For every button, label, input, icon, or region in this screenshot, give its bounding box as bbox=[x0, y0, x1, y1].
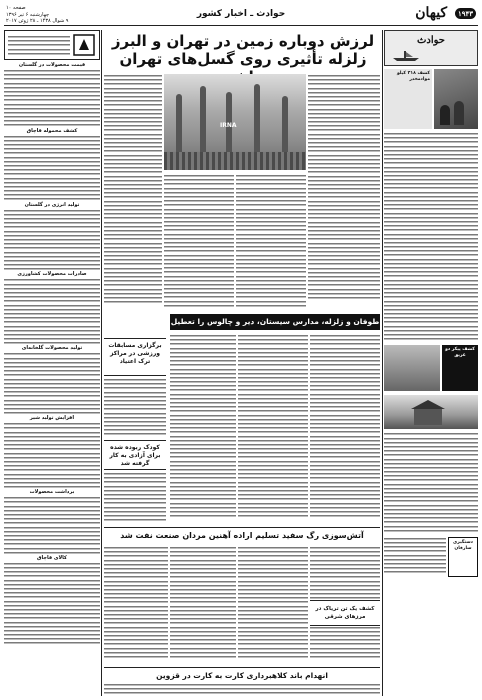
sidebar-caption-3: دستگیری سارقان bbox=[448, 537, 478, 577]
kayhan-logo-icon bbox=[73, 34, 95, 56]
left-head-6[interactable]: برداشت محصولات bbox=[29, 489, 75, 496]
logo-text: کیهان bbox=[415, 5, 448, 21]
page-label: صفحه ۱۰ bbox=[6, 5, 26, 11]
article-column-c bbox=[164, 174, 234, 312]
article-column-b bbox=[236, 174, 306, 312]
article-column-d bbox=[104, 74, 162, 312]
left-text-6 bbox=[4, 422, 100, 489]
flood-article-col-3 bbox=[170, 334, 236, 524]
main-headline-line-2: زلزله تأثیری روی گسل‌های تهران bbox=[119, 50, 367, 68]
left-column-logo-box bbox=[4, 30, 100, 60]
fire-article-col-3 bbox=[170, 546, 236, 664]
sidebar-photo-row-2 bbox=[384, 345, 478, 391]
left-text-4 bbox=[4, 278, 100, 345]
opium-box-title: کشف یک تن تریاک در مرزهای شرقی bbox=[315, 606, 375, 620]
left-head-1[interactable]: کشف محموله قاچاق bbox=[26, 127, 78, 134]
sidebar-caption-2: کشف پیکر دو غریق bbox=[442, 345, 478, 391]
qazvin-headline[interactable]: انهدام باند کلاهبرداری کارت به کارت در قزوین bbox=[156, 671, 328, 680]
left-head-5[interactable]: افزایش تولید شیر bbox=[29, 415, 75, 422]
left-text-1 bbox=[4, 69, 100, 128]
left-text-3 bbox=[4, 209, 100, 272]
date-line-2: ۹ شوال ۱۴۳۸ ـ ۲۸ ژوئن ۲۰۱۷ bbox=[6, 18, 69, 24]
right-sidebar bbox=[384, 30, 478, 696]
flood-article-col-2 bbox=[238, 334, 308, 524]
kids-box-text bbox=[104, 472, 166, 524]
section-title: حوادث ـ اخبار کشور bbox=[196, 9, 286, 19]
kids-box-title: کودک ربوده شده برای آزادی به کار گرفته شد bbox=[109, 444, 161, 467]
kids-box[interactable] bbox=[104, 440, 166, 470]
sidebar-text-2 bbox=[384, 432, 478, 533]
left-text-2 bbox=[4, 135, 100, 202]
left-text-8 bbox=[4, 562, 100, 646]
drugs-box-text bbox=[104, 378, 166, 438]
main-headline-line-1: لرزش دوباره زمین در تهران و البرز bbox=[111, 32, 375, 50]
date-line-1: چهارشنبه ۶ تیر ۱۳۹۶ bbox=[6, 11, 50, 18]
flood-headline-text: طوفان و زلزله، مدارس سیستان، دیر و چالوس را تعطیل bbox=[170, 317, 380, 326]
fire-rule-top bbox=[104, 527, 380, 528]
sidebar-title-block bbox=[384, 30, 478, 66]
left-column-title[interactable]: قیمت محصولات در گلستان bbox=[18, 62, 86, 68]
left-text-7 bbox=[4, 496, 100, 555]
sidebar-bottom-row bbox=[384, 537, 478, 577]
opium-box[interactable] bbox=[310, 600, 380, 626]
sidebar-header: حوادث bbox=[417, 35, 445, 46]
drugs-box[interactable] bbox=[104, 338, 166, 376]
masthead bbox=[4, 4, 478, 26]
fire-article-col-4 bbox=[104, 546, 168, 664]
flood-article-col-1 bbox=[310, 334, 380, 524]
drugs-box-title: برگزاری مسابقات ورزشی در مراکز ترک اعتیاد bbox=[108, 342, 162, 365]
left-head-7[interactable]: کالای قاچاق bbox=[37, 554, 67, 561]
fire-headline[interactable]: آتش‌سوزی رگ سفید تسلیم اراده آهنین مردان صنعت نفت شد bbox=[120, 531, 364, 540]
issue-info bbox=[6, 5, 68, 25]
sidebar-text-3 bbox=[384, 537, 446, 577]
column-rule-right bbox=[382, 30, 383, 696]
left-head-2[interactable]: تولید انرژی در گلستان bbox=[24, 201, 80, 208]
sidebar-caption-1: کشف ۳۱۸ کیلو موادمخدر bbox=[396, 71, 430, 82]
issue-badge: ۱۹۴۳ bbox=[455, 8, 476, 19]
sidebar-photo-2[interactable] bbox=[384, 345, 440, 391]
left-text-5 bbox=[4, 352, 100, 415]
sidebar-caption-box bbox=[384, 69, 432, 129]
sidebar-photo-people[interactable] bbox=[434, 69, 478, 129]
qazvin-rule-top bbox=[104, 667, 380, 668]
left-column bbox=[4, 30, 100, 696]
flood-headline-bar[interactable] bbox=[170, 314, 380, 330]
fire-article-col-2 bbox=[238, 546, 308, 664]
qazvin-article bbox=[104, 683, 380, 696]
photo-credit: IRNA bbox=[220, 122, 237, 129]
column-rule-left bbox=[101, 30, 102, 696]
sidebar-photo-house[interactable] bbox=[384, 395, 478, 429]
sidebar-text-1 bbox=[384, 132, 478, 341]
left-head-4[interactable]: تولید محصولات گلخانه‌ای bbox=[21, 345, 83, 352]
main-photo[interactable] bbox=[164, 74, 306, 170]
sidebar-photo-row bbox=[384, 69, 478, 129]
article-column-a bbox=[308, 74, 380, 306]
left-head-3[interactable]: صادرات محصولات کشاورزی bbox=[17, 271, 87, 278]
ship-icon bbox=[391, 50, 421, 62]
left-logo-text bbox=[8, 35, 70, 56]
